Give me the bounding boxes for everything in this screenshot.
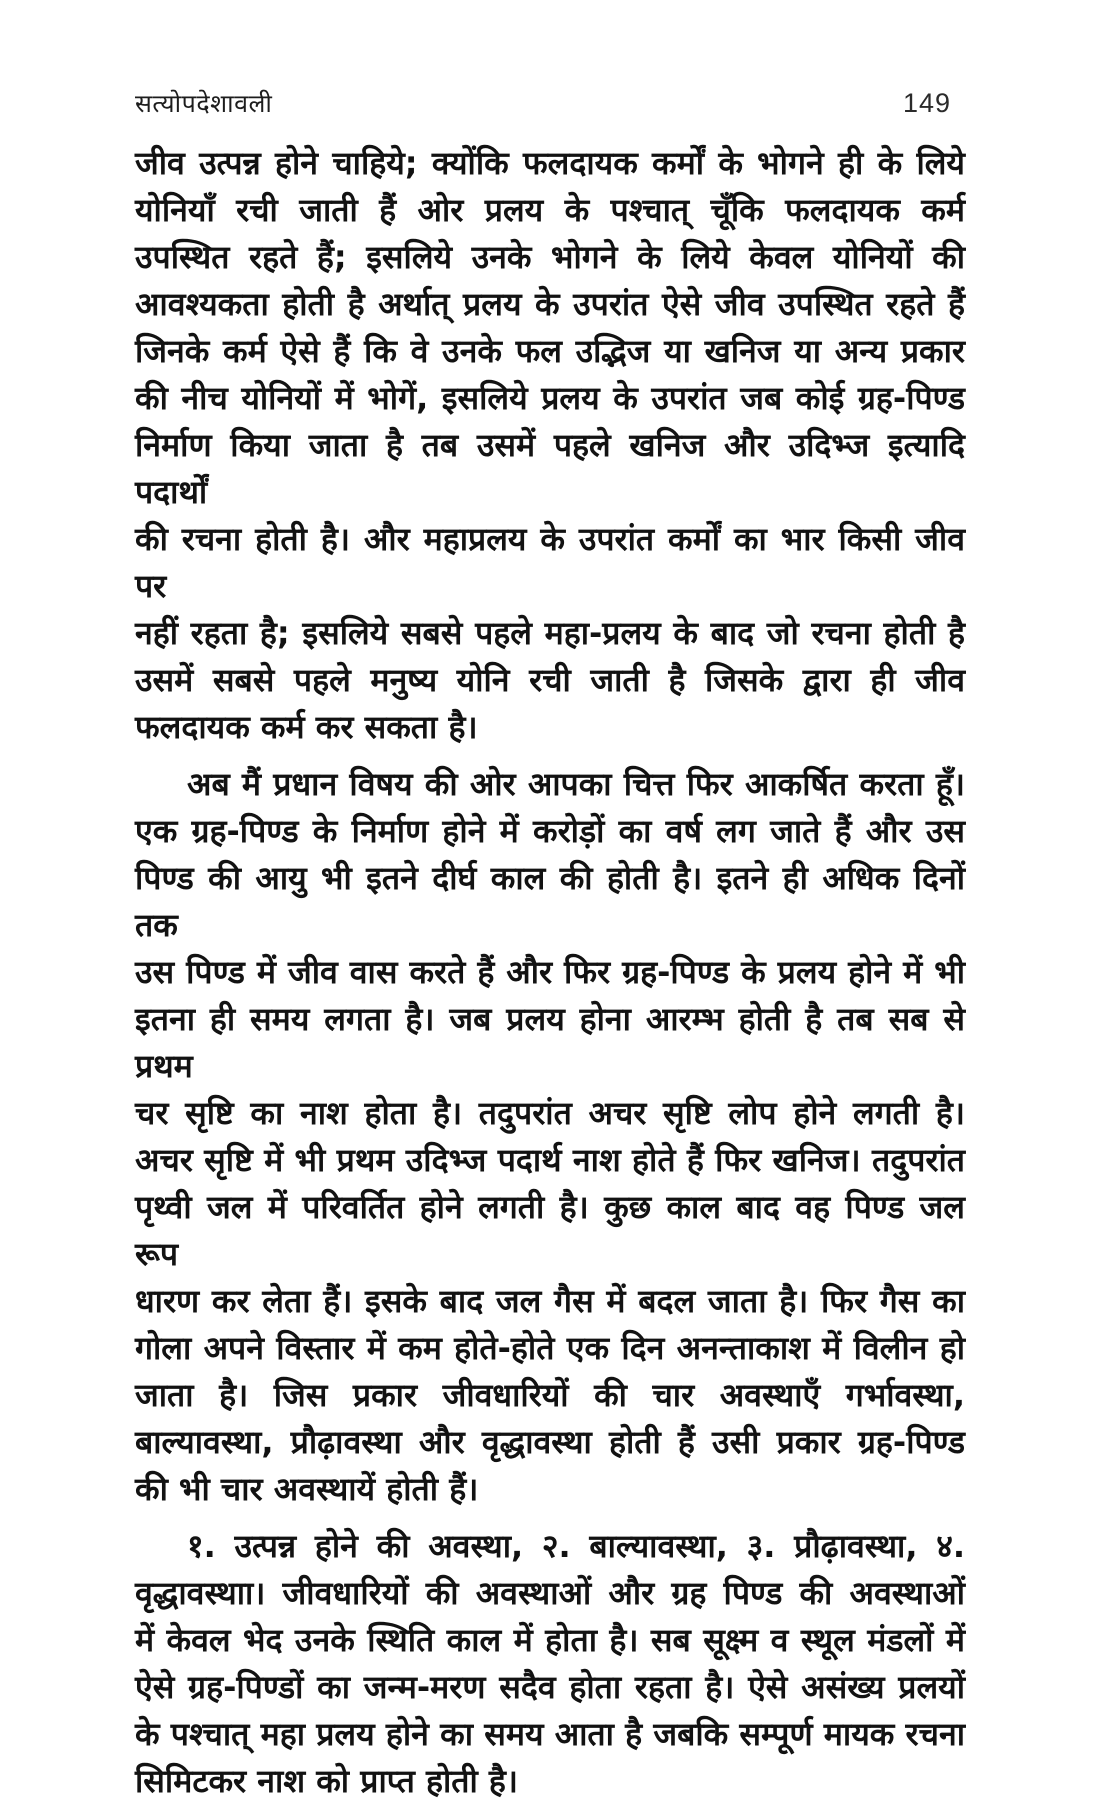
text-line: योनियाँ रची जाती हैं ओर प्रलय के पश्चात् चूँकि फलदायक कर्म (135, 191, 965, 229)
text-line: पिण्ड की आयु भी इतने दीर्घ काल की होती है। इतने ही अधिक दिनों तक (135, 859, 965, 944)
text-line: ऐसे ग्रह-पिण्डों का जन्म-मरण सदैव होता रहता है। ऐसे असंख्य प्रलयों (135, 1668, 965, 1706)
text-line: १. उत्पन्न होने की अवस्था, २. बाल्यावस्था, ३. प्रौढ़ावस्था, ४. (187, 1527, 965, 1565)
text-line: फलदायक कर्म कर सकता है। (135, 708, 478, 746)
text-line: चर सृष्टि का नाश होता है। तदुपरांत अचर सृष्टि लोप होने लगती है। (135, 1094, 965, 1132)
text-line: में केवल भेद उनके स्थिति काल में होता है। सब सूक्ष्म व स्थूल मंडलों में (135, 1621, 965, 1659)
page-number: 149 (902, 88, 951, 118)
text-line: उपस्थित रहते हैं; इसलिये उनके भोगने के लिये केवल योनियों की (135, 238, 965, 276)
text-line: जिनके कर्म ऐसे हैं कि वे उनके फल उद्भिज या खनिज या अन्य प्रकार (135, 332, 965, 370)
text-line: आवश्यकता होती है अर्थात् प्रलय के उपरांत ऐसे जीव उपस्थित रहते हैं (135, 285, 965, 323)
page-body (135, 140, 965, 1805)
text-line: उस पिण्ड में जीव वास करते हैं और फिर ग्रह-पिण्ड के प्रलय होने में भी (135, 953, 965, 991)
running-header-title: सत्योपदेशावली (135, 89, 273, 118)
text-line: इतना ही समय लगता है। जब प्रलय होना आरम्भ होती है तब सब से प्रथम (135, 1000, 965, 1085)
text-line: के पश्चात् महा प्रलय होने का समय आता है जबकि सम्पूर्ण मायक रचना (135, 1715, 965, 1753)
text-line: निर्माण किया जाता है तब उसमें पहले खनिज और उदिभ्ज इत्यादि पदार्थों (135, 426, 965, 511)
text-line: अब मैं प्रधान विषय की ओर आपका चित्त फिर आकर्षित करता हूँ। (187, 765, 965, 803)
text-line: उसमें सबसे पहले मनुष्य योनि रची जाती है जिसके द्वारा ही जीव (135, 661, 965, 699)
text-line: पृथ्वी जल में परिवर्तित होने लगती है। कुछ काल बाद वह पिण्ड जल रूप (135, 1188, 965, 1273)
text-line: जीव उत्पन्न होने चाहिये; क्योंकि फलदायक कर्मों के भोगने ही के लिये (135, 144, 965, 182)
paragraph (135, 761, 965, 1513)
page-content (135, 86, 965, 1805)
text-line: नहीं रहता है; इसलिये सबसे पहले महा-प्रलय के बाद जो रचना होती है (135, 614, 965, 652)
text-line: गोला अपने विस्तार में कम होते-होते एक दिन अनन्ताकाश में विलीन हो (135, 1329, 965, 1367)
paragraph (135, 1523, 965, 1805)
text-line: बाल्यावस्था, प्रौढ़ावस्था और वृद्धावस्था होती हैं उसी प्रकार ग्रह-पिण्ड (135, 1423, 965, 1461)
text-line: एक ग्रह-पिण्ड के निर्माण होने में करोड़ों का वर्ष लग जाते हैं और उस (135, 812, 965, 850)
text-line: धारण कर लेता हैं। इसके बाद जल गैस में बदल जाता है। फिर गैस का (135, 1282, 965, 1320)
running-header (135, 86, 965, 120)
text-line: की नीच योनियों में भोगें, इसलिये प्रलय के उपरांत जब कोई ग्रह-पिण्ड (135, 379, 965, 417)
text-line: की भी चार अवस्थायें होती हैं। (135, 1470, 479, 1508)
text-line: वृद्धावस्थाा। जीवधारियों की अवस्थाओं और ग्रह पिण्ड की अवस्थाओं (135, 1574, 965, 1612)
text-line: जाता है। जिस प्रकार जीवधारियों की चार अवस्थाएँ गर्भावस्था, (135, 1376, 965, 1414)
paragraph (135, 140, 965, 751)
text-line: सिमिटकर नाश को प्राप्त होती है। (135, 1762, 519, 1800)
text-line: अचर सृष्टि में भी प्रथम उदिभ्ज पदार्थ नाश होते हैं फिर खनिज। तदुपरांत (135, 1141, 965, 1179)
text-line: की रचना होती है। और महाप्रलय के उपरांत कर्मों का भार किसी जीव पर (135, 520, 965, 605)
